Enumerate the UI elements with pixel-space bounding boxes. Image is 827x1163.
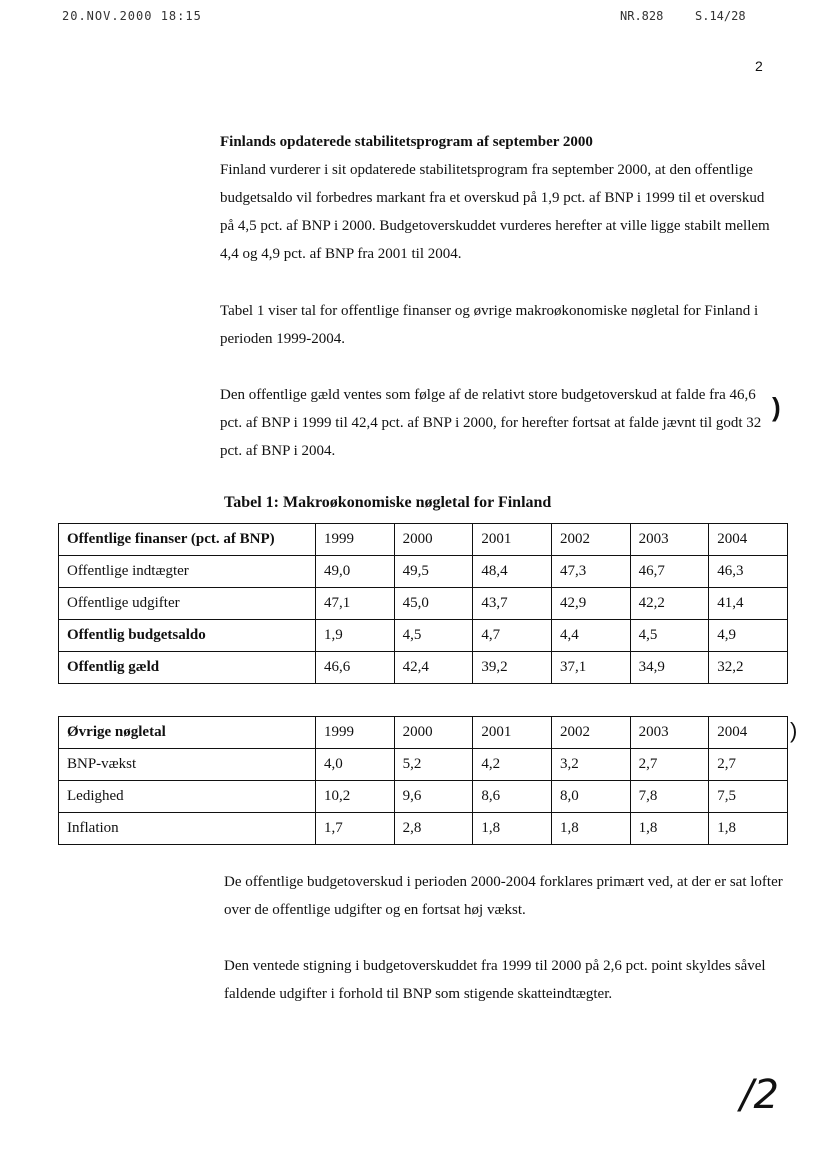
table-cell: 1,8 <box>551 813 630 845</box>
table-row <box>59 620 788 652</box>
header-cell: Øvrige nøgletal <box>59 717 316 749</box>
header-cell: 2000 <box>394 524 473 556</box>
table-row <box>59 588 788 620</box>
table-cell: 3,2 <box>551 749 630 781</box>
table-cell: 49,0 <box>316 556 395 588</box>
other-indicators-table <box>58 716 788 845</box>
row-label: Offentlige udgifter <box>59 588 316 620</box>
table-cell: 4,7 <box>473 620 552 652</box>
table-cell: 4,0 <box>316 749 395 781</box>
table-cell: 7,8 <box>630 781 709 813</box>
handwritten-page-annotation: /2 <box>740 1072 779 1118</box>
closing-paragraph-1: De offentlige budgetoverskud i perioden 2000-2004 forklares primært ved, at der er sat lofter over de offentlige udgifter og en fortsat høj vækst. <box>224 874 783 918</box>
table-cell: 37,1 <box>551 652 630 684</box>
table-cell: 8,6 <box>473 781 552 813</box>
row-label: Offentlige indtægter <box>59 556 316 588</box>
table-cell: 49,5 <box>394 556 473 588</box>
row-label: Ledighed <box>59 781 316 813</box>
header-cell: 2002 <box>551 524 630 556</box>
table-cell: 47,1 <box>316 588 395 620</box>
paragraph-3: Den offentlige gæld ventes som følge af de relativt store budgetoverskud at falde fra 46,6 pct. af BNP i 1999 til 42,4 pct. af BNP i 2000, for herefter fortsat at falde jævnt til godt 32 pct. af BNP i 2004. <box>220 387 762 459</box>
table-cell: 5,2 <box>394 749 473 781</box>
table-cell: 7,5 <box>709 781 788 813</box>
closing-paragraph-2: Den ventede stigning i budgetoverskuddet fra 1999 til 2000 på 2,6 pct. point skyldes såvel faldende udgifter i forhold til BNP som stigende skatteindtægter. <box>224 958 766 1002</box>
table-row <box>59 813 788 845</box>
table-cell: 10,2 <box>316 781 395 813</box>
table-cell: 1,8 <box>473 813 552 845</box>
closing-paragraph-2-block <box>224 952 784 1008</box>
table-cell: 42,9 <box>551 588 630 620</box>
page-number: 2 <box>755 58 763 74</box>
table-cell: 1,8 <box>709 813 788 845</box>
header-cell: 1999 <box>316 717 395 749</box>
intro-section <box>220 128 780 268</box>
table-row <box>59 556 788 588</box>
header-cell: 2004 <box>709 524 788 556</box>
table-cell: 1,9 <box>316 620 395 652</box>
table-cell: 9,6 <box>394 781 473 813</box>
header-cell: 2003 <box>630 524 709 556</box>
header-cell: 1999 <box>316 524 395 556</box>
table-cell: 48,4 <box>473 556 552 588</box>
table-row <box>59 652 788 684</box>
table-cell: 4,5 <box>394 620 473 652</box>
table-cell: 43,7 <box>473 588 552 620</box>
table-cell: 2,7 <box>709 749 788 781</box>
row-label: Offentlig gæld <box>59 652 316 684</box>
header-cell: 2002 <box>551 717 630 749</box>
table-cell: 1,7 <box>316 813 395 845</box>
fax-number: NR.828 <box>620 9 664 23</box>
paragraph-1: Finland vurderer i sit opdaterede stabilitetsprogram fra september 2000, at den offentlige budgetsaldo vil forbedres markant fra et overskud på 1,9 pct. af BNP i 1999 til et overskud på 4,5 pct. af BNP i 2000. Budgetoverskuddet vurderes herefter at ville ligge stabilt mellem 4,4 og 4,9 pct. af BNP fra 2001 til 2004. <box>220 162 770 262</box>
paragraph-2: Tabel 1 viser tal for offentlige finanser og øvrige makroøkonomiske nøgletal for Finland i perioden 1999-2004. <box>220 303 759 347</box>
table-cell: 41,4 <box>709 588 788 620</box>
table-cell: 42,4 <box>394 652 473 684</box>
header-cell: 2001 <box>473 717 552 749</box>
section-heading: Finlands opdaterede stabilitetsprogram af september 2000 <box>220 134 593 150</box>
table-cell: 46,6 <box>316 652 395 684</box>
table-cell: 4,5 <box>630 620 709 652</box>
table-cell: 2,8 <box>394 813 473 845</box>
row-label: Offentlig budgetsaldo <box>59 620 316 652</box>
margin-mark-1: ) <box>772 392 781 422</box>
header-cell: 2003 <box>630 717 709 749</box>
paragraph-3-block <box>220 381 780 465</box>
table-cell: 45,0 <box>394 588 473 620</box>
table-cell: 34,9 <box>630 652 709 684</box>
table-cell: 46,7 <box>630 556 709 588</box>
table-caption: Tabel 1: Makroøkonomiske nøgletal for Finland <box>224 494 552 511</box>
header-cell: 2000 <box>394 717 473 749</box>
table-header-row <box>59 524 788 556</box>
table-cell: 1,8 <box>630 813 709 845</box>
header-cell: 2004 <box>709 717 788 749</box>
fax-page-count: S.14/28 <box>695 9 746 23</box>
table-cell: 32,2 <box>709 652 788 684</box>
table-cell: 8,0 <box>551 781 630 813</box>
header-cell: Offentlige finanser (pct. af BNP) <box>59 524 316 556</box>
row-label: BNP-vækst <box>59 749 316 781</box>
table-row <box>59 781 788 813</box>
row-label: Inflation <box>59 813 316 845</box>
table-cell: 42,2 <box>630 588 709 620</box>
table-cell: 39,2 <box>473 652 552 684</box>
margin-mark-2: ) <box>790 718 798 743</box>
table-header-row <box>59 717 788 749</box>
table-row <box>59 749 788 781</box>
table-cell: 47,3 <box>551 556 630 588</box>
header-cell: 2001 <box>473 524 552 556</box>
table-cell: 4,4 <box>551 620 630 652</box>
table-cell: 4,2 <box>473 749 552 781</box>
table-cell: 4,9 <box>709 620 788 652</box>
table-cell: 2,7 <box>630 749 709 781</box>
public-finances-table <box>58 523 788 684</box>
closing-paragraph-1-block <box>224 868 784 924</box>
table-cell: 46,3 <box>709 556 788 588</box>
fax-datetime: 20.NOV.2000 18:15 <box>62 9 202 23</box>
paragraph-2-block <box>220 297 780 353</box>
